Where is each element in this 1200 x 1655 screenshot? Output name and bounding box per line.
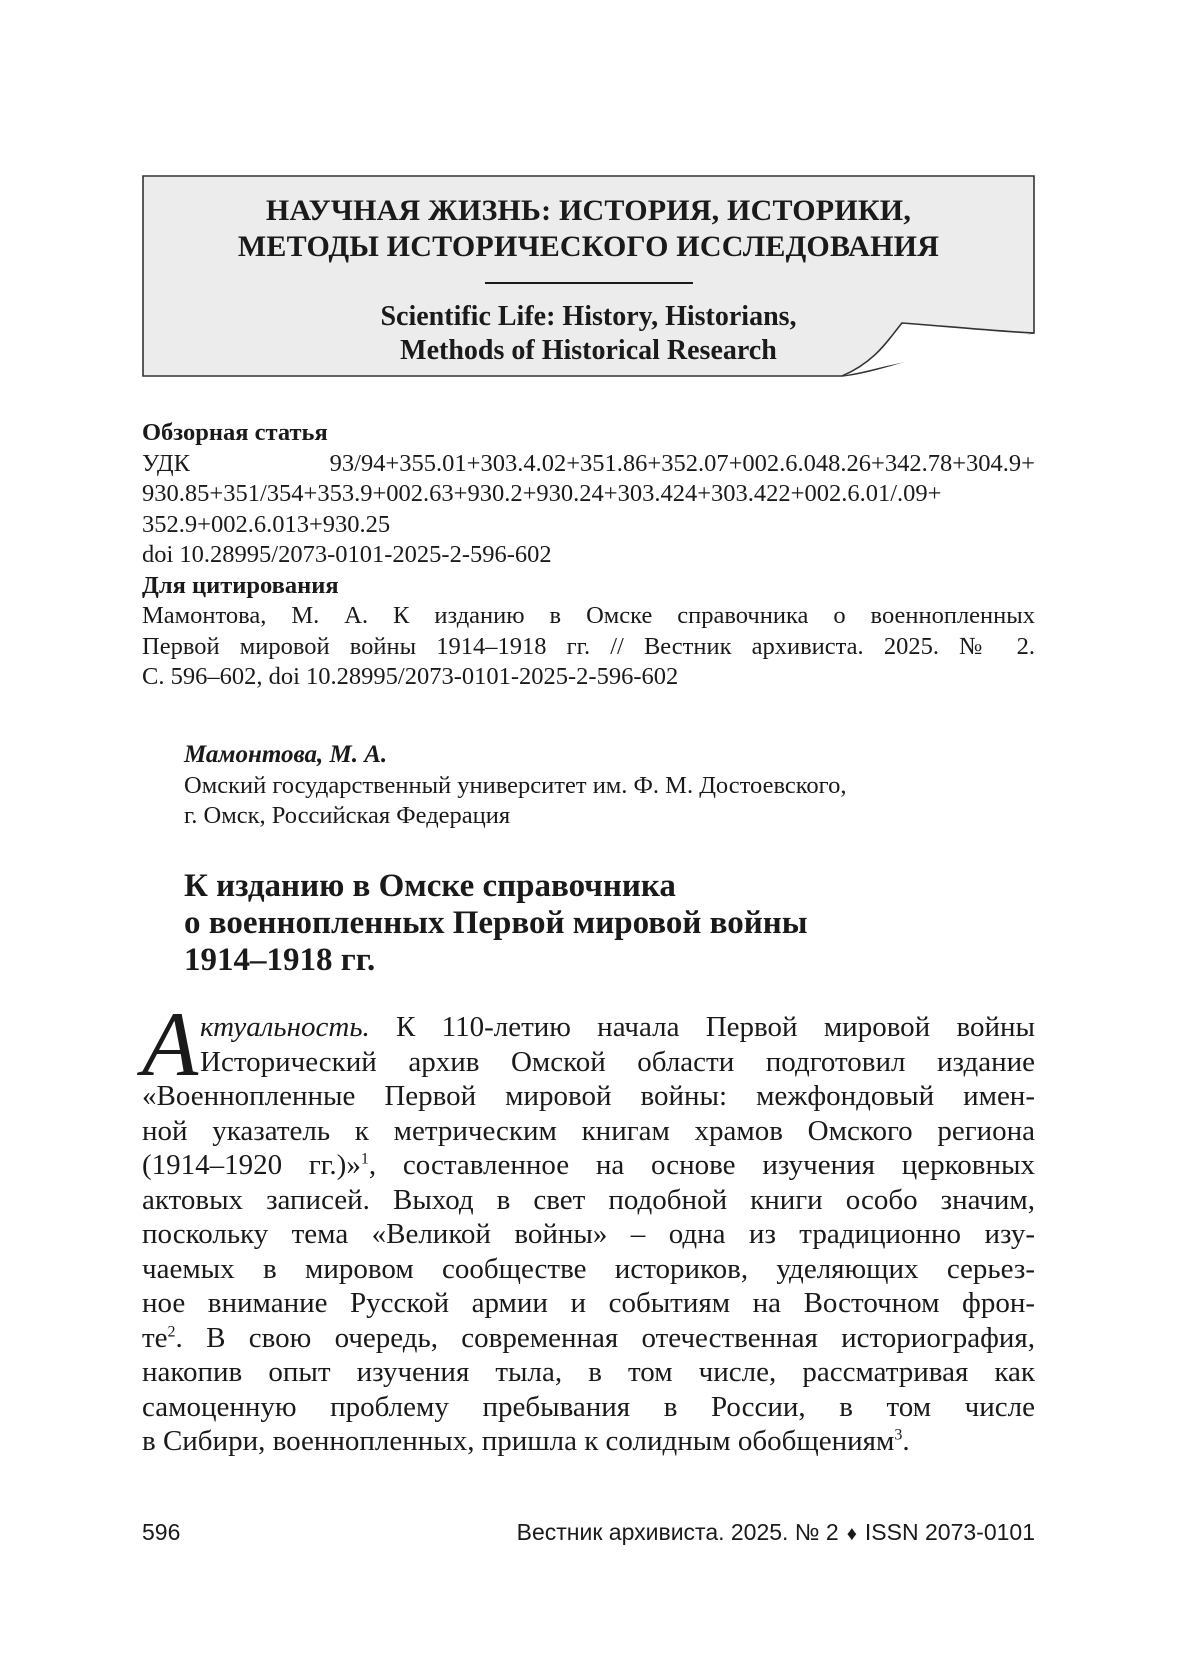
section-title-ru-line1: НАУЧНАЯ ЖИЗНЬ: ИСТОРИЯ, ИСТОРИКИ, xyxy=(265,194,912,227)
author-affiliation-line1: Омский государственный университет им. Ф. М. Достоевского, xyxy=(184,771,847,799)
footnote-ref-2[interactable]: 2 xyxy=(167,1322,176,1340)
footnote-ref-1[interactable]: 1 xyxy=(360,1150,369,1168)
body-line-13-a: в Сибири, военнопленных, пришла к солидным обобщениям xyxy=(142,1425,895,1457)
article-meta xyxy=(142,418,1035,693)
doi-text: doi 10.28995/2073-0101-2025-2-596-602 xyxy=(142,541,552,568)
body-line-13-b: . xyxy=(902,1425,910,1457)
section-header-box xyxy=(142,175,1035,377)
body-line-6: актовых записей. Выход в свет подобной книги особо значим, xyxy=(142,1183,1035,1216)
citation-line-1: Мамонтова, М. А. К изданию в Омске справочника о военнопленных xyxy=(142,602,1035,629)
body-line-4: ной указатель к метрическим книгам храмов Омского региона xyxy=(142,1114,1035,1147)
page-number: 596 xyxy=(142,1519,181,1545)
body-line-3: «Военнопленные Первой мировой войны: межфондовый имен- xyxy=(142,1080,1035,1112)
body-line-9: ное внимание Русской армии и событиям на Восточном фрон- xyxy=(142,1287,1035,1319)
body-line-10 xyxy=(142,1321,1035,1356)
body-line-10-b: . В свою очередь, современная отечественная историография, xyxy=(175,1321,1035,1354)
udk-line-2: 930.85+351/354+353.9+002.63+930.2+930.24+303.424+303.422+002.6.01/.09+ xyxy=(142,480,942,507)
body-line-13 xyxy=(142,1424,1035,1459)
section-title-en-line2: Methods of Historical Research xyxy=(400,335,777,366)
body-line-10-a: те xyxy=(142,1321,168,1354)
diamond-icon: ♦ xyxy=(846,1523,857,1545)
citation-label: Для цитирования xyxy=(142,571,339,599)
section-title-en-line1: Scientific Life: History, Historians, xyxy=(380,301,797,332)
article-type-label: Обзорная статья xyxy=(142,419,328,446)
body-line-11: накопив опыт изучения тыла, в том числе, рассматривая как xyxy=(142,1356,1035,1388)
title-divider xyxy=(485,282,693,284)
body-line-5-b: , составленное на основе изучения церковных xyxy=(368,1149,1035,1181)
journal-info xyxy=(517,1518,1035,1548)
udk-line-3: 352.9+002.6.013+930.25 xyxy=(142,510,391,538)
body-line-2: Исторический архив Омской области подготовил издание xyxy=(200,1045,1035,1078)
journal-issue: Вестник архивиста. 2025. № 2 xyxy=(516,1519,839,1545)
author-name: Мамонтова, М. А. xyxy=(184,741,388,768)
article-body xyxy=(142,993,1035,1459)
author-affiliation-line2: г. Омск, Российская Федерация xyxy=(184,802,511,829)
drop-cap: А xyxy=(142,993,199,1095)
author-block xyxy=(184,740,1034,832)
body-line-12: самоценную проблему пребывания в России, в том числе xyxy=(142,1390,1035,1423)
body-line-1-text: К 110-летию начала Первой мировой войны xyxy=(369,1011,1035,1043)
footnote-ref-3[interactable]: 3 xyxy=(894,1426,903,1444)
lead-word: ктуальность. xyxy=(200,1011,370,1043)
section-title-ru-line2: МЕТОДЫ ИСТОРИЧЕСКОГО ИССЛЕДОВАНИЯ xyxy=(237,230,940,263)
article-title xyxy=(184,868,1034,979)
body-line-8: чаемых в мировом сообществе историков, уделяющих серьез- xyxy=(142,1252,1035,1285)
section-title-en xyxy=(142,300,1035,368)
journal-issn: ISSN 2073-0101 xyxy=(864,1519,1035,1545)
citation-line-3: С. 596–602, doi 10.28995/2073-0101-2025-2-596-602 xyxy=(142,663,679,690)
body-line-1 xyxy=(142,1010,1035,1045)
citation-line-2: Первой мировой войны 1914–1918 гг. // Вестник архивиста. 2025. № 2. xyxy=(142,632,1035,660)
body-line-5 xyxy=(142,1148,1035,1183)
udk-line-1: УДК 93/94+355.01+303.4.02+351.86+352.07+002.6.048.26+342.78+304.9+ xyxy=(142,449,1035,477)
article-title-line2: о военнопленных Первой мировой войны xyxy=(184,905,808,941)
body-line-7: поскольку тема «Великой войны» – одна из традиционно изу- xyxy=(142,1218,1035,1250)
article-title-line3: 1914–1918 гг. xyxy=(184,942,376,978)
section-title-ru xyxy=(142,193,1035,265)
body-line-5-a: (1914–1920 гг.)» xyxy=(142,1149,361,1181)
article-title-line1: К изданию в Омске справочника xyxy=(184,868,676,904)
